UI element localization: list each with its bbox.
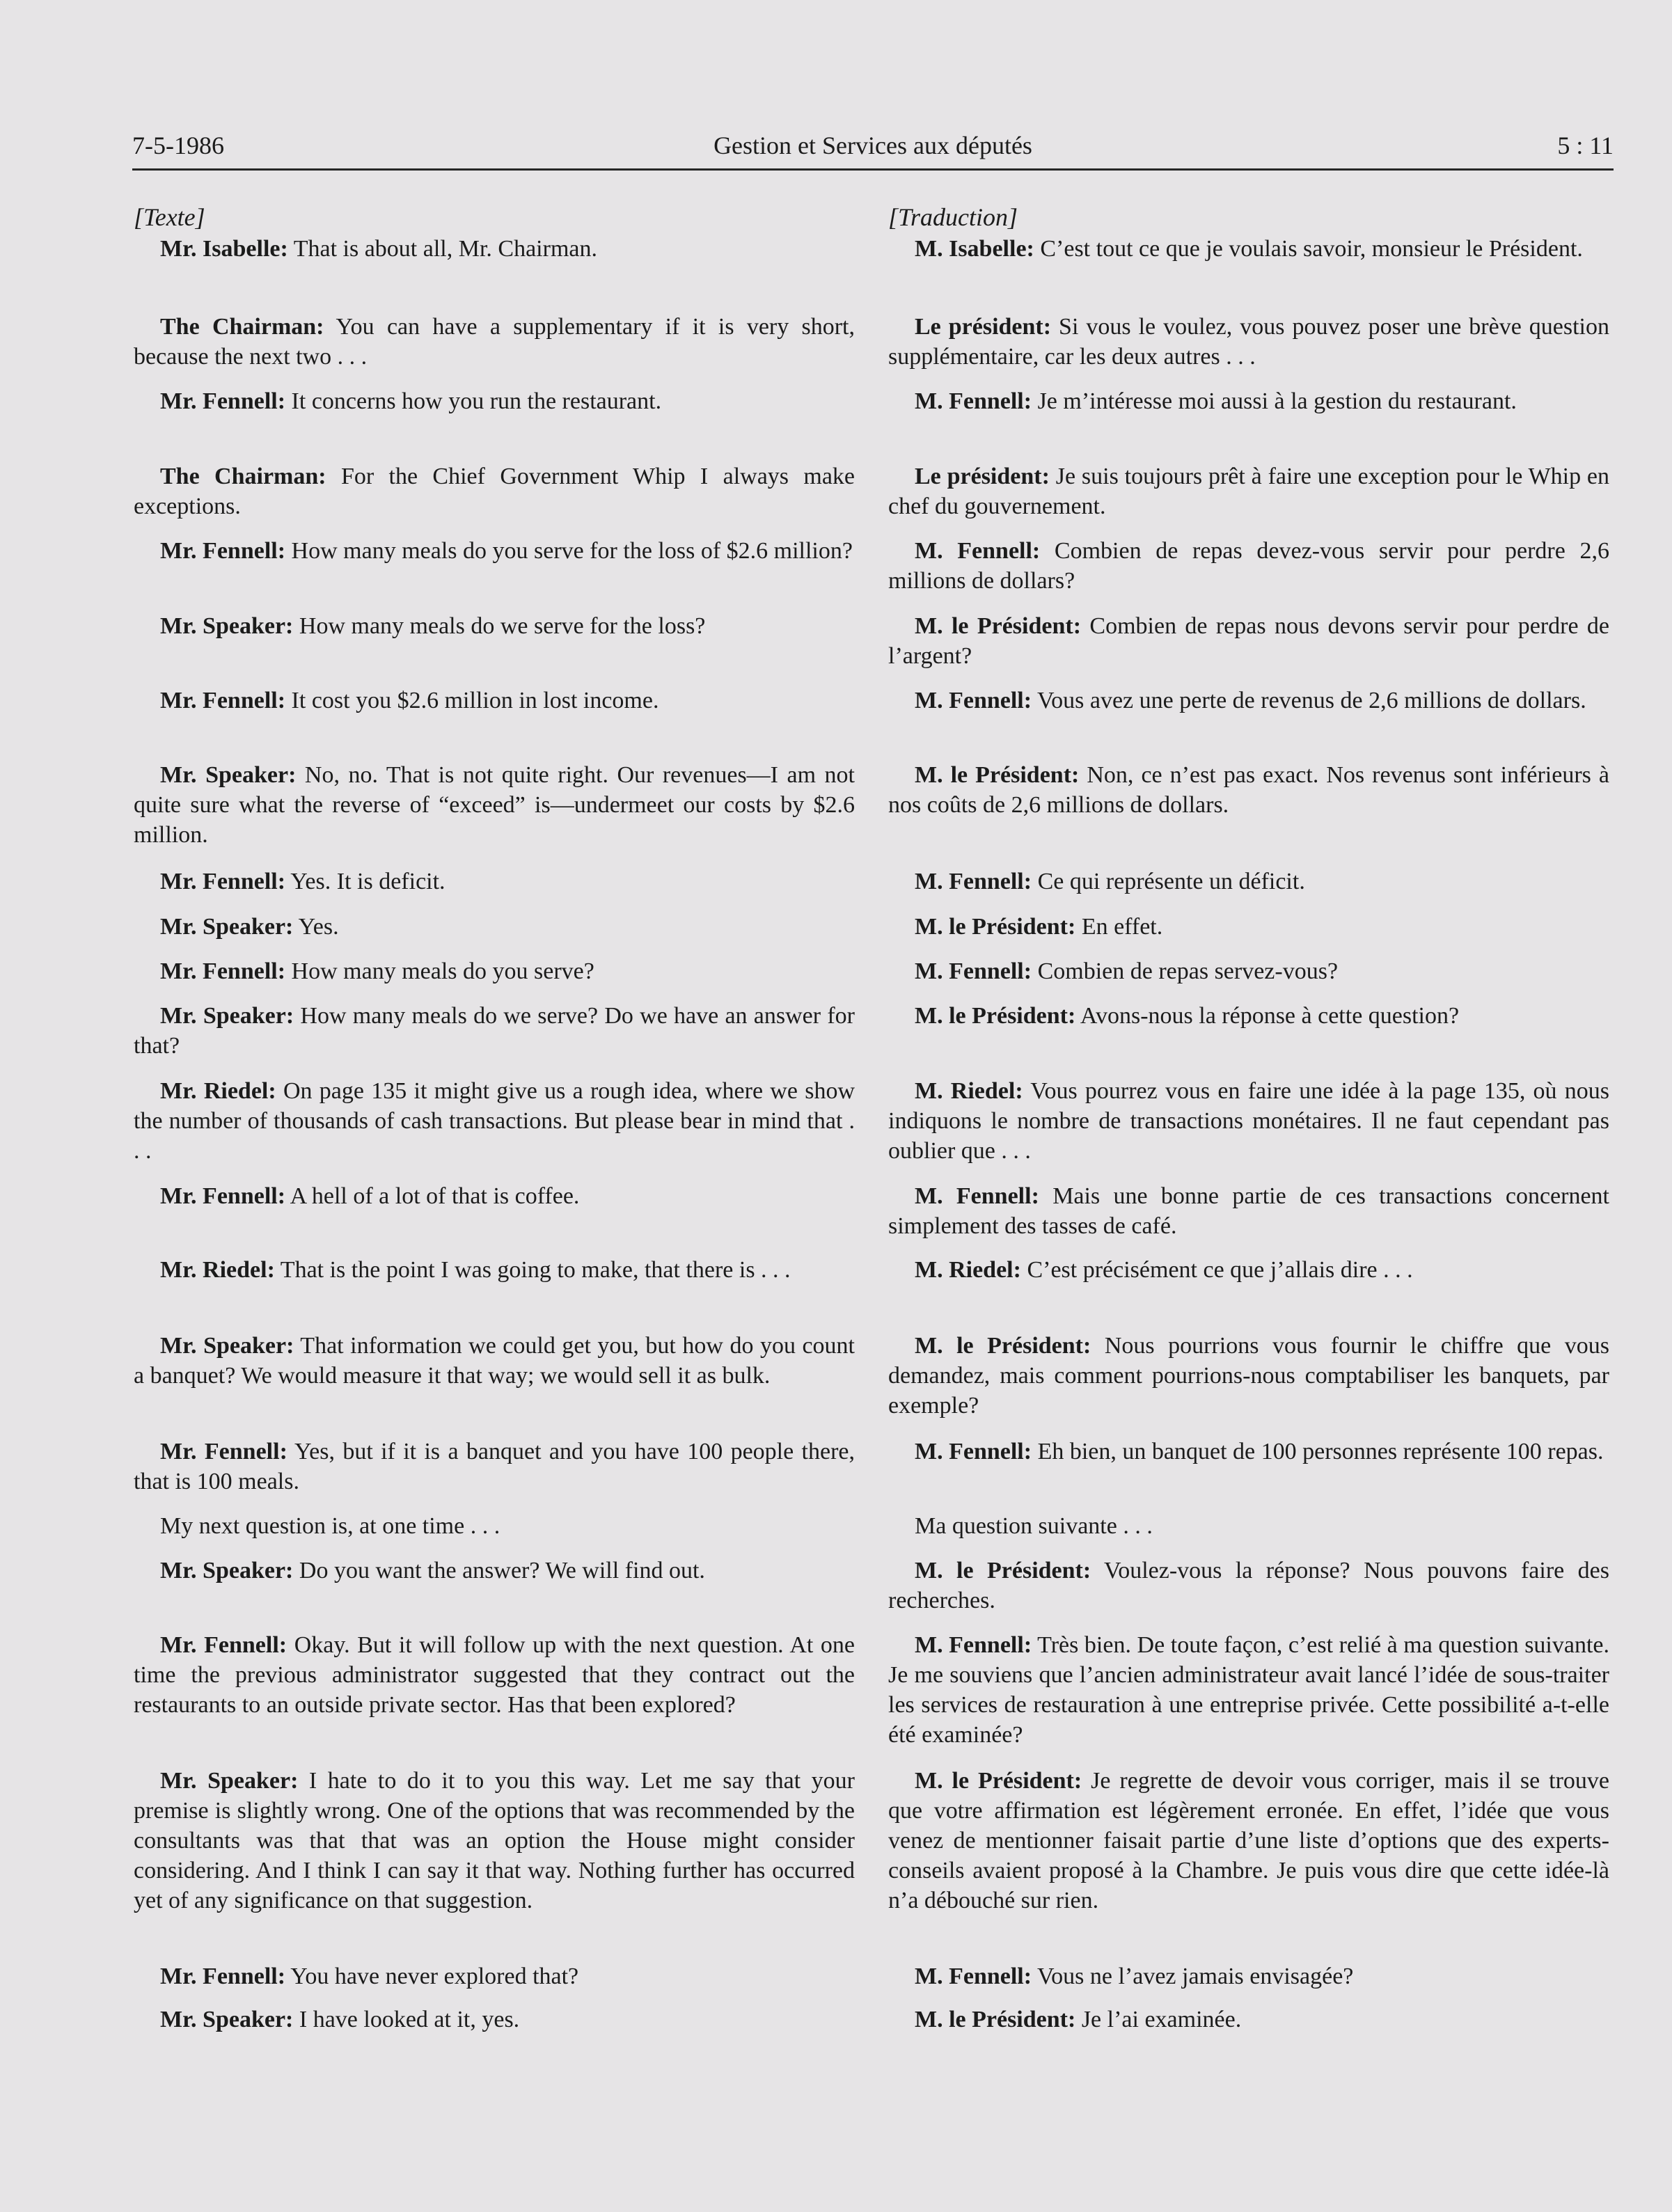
transcript-paragraph xyxy=(888,686,1609,716)
speech-text: It cost you $2.6 million in lost income. xyxy=(285,688,659,713)
transcript-paragraph xyxy=(888,1437,1609,1467)
speaker-name: M. le Président: xyxy=(915,1003,1076,1029)
speech-text: Je m’intéresse moi aussi à la gestion du restaurant. xyxy=(1032,388,1517,414)
header-page-number: 5 : 11 xyxy=(1557,132,1614,159)
speech-text: Je l’ai examinée. xyxy=(1075,2007,1242,2032)
speaker-name: Mr. Speaker: xyxy=(160,1768,299,1794)
speaker-name: Mr. Riedel: xyxy=(160,1257,275,1283)
speech-text: Yes. It is deficit. xyxy=(285,869,445,894)
transcript-paragraph xyxy=(134,234,855,264)
speech-text: How many meals do we serve for the loss? xyxy=(293,613,706,639)
transcript-paragraph xyxy=(134,686,855,716)
speech-text: En effet. xyxy=(1075,914,1163,940)
transcript-paragraph xyxy=(888,956,1609,986)
speaker-name: Mr. Fennell: xyxy=(160,1964,286,1989)
speech-text: Non, ce n’est pas exact. Nos revenus sont inférieurs à nos coûts de 2,6 millions de dollars. xyxy=(888,762,1609,818)
transcript-paragraph xyxy=(134,386,855,416)
speaker-name: M. le Président: xyxy=(915,914,1076,940)
transcript-paragraph xyxy=(888,760,1609,820)
speech-text: Très bien. De toute façon, c’est relié à ma question suivante. Je me souviens que l’ancien administrateur avait lancé l’idée de sous-traiter les services de restauration à une entreprise privée. Cette possibilité a-t-elle été examinée? xyxy=(888,1632,1610,1748)
speaker-name: Mr. Isabelle: xyxy=(160,236,288,262)
speaker-name: Mr. Fennell: xyxy=(160,1439,287,1464)
page-header xyxy=(132,125,1614,168)
transcript-paragraph xyxy=(888,912,1609,942)
transcript-paragraph xyxy=(134,1511,855,1541)
right-column-label: [Traduction] xyxy=(888,203,1018,231)
speech-text: A hell of a lot of that is coffee. xyxy=(285,1183,580,1209)
speaker-name: M. Fennell: xyxy=(915,869,1032,894)
transcript-paragraph xyxy=(134,1181,855,1211)
speech-text: I hate to do it to you this way. Let me say that your premise is slightly wrong. One of the options that was recommended by the consultants was that that was an option the House might consider considering. And I think I can say it that way. Nothing further has occurred yet of any significance on that suggestion. xyxy=(134,1768,855,1913)
speaker-name: M. le Président: xyxy=(915,1768,1082,1794)
speaker-name: Mr. Fennell: xyxy=(160,1183,286,1209)
transcript-paragraph xyxy=(134,760,855,850)
speaker-name: Mr. Speaker: xyxy=(160,762,297,788)
speaker-name: Mr. Speaker: xyxy=(160,1558,294,1583)
speaker-name: Mr. Fennell: xyxy=(160,388,286,414)
left-column-label: [Texte] xyxy=(134,203,205,231)
speech-text: Vous avez une perte de revenus de 2,6 millions de dollars. xyxy=(1032,688,1586,713)
speech-text: C’est précisément ce que j’allais dire . . . xyxy=(1020,1257,1413,1283)
speaker-name: Mr. Riedel: xyxy=(160,1078,276,1104)
speaker-name: Le président: xyxy=(915,314,1052,340)
speaker-name: M. le Président: xyxy=(915,762,1080,788)
speaker-name: M. le Président: xyxy=(915,613,1082,639)
transcript-paragraph xyxy=(134,536,855,566)
transcript-paragraph xyxy=(888,1331,1609,1421)
transcript-paragraph xyxy=(888,1076,1609,1166)
transcript-paragraph xyxy=(888,867,1609,896)
transcript-paragraph xyxy=(888,536,1609,596)
speaker-name: Le président: xyxy=(915,464,1050,489)
speaker-name: Mr. Speaker: xyxy=(160,2007,294,2032)
speech-text: Yes. xyxy=(293,914,339,940)
transcript-paragraph xyxy=(888,386,1609,416)
transcript-paragraph xyxy=(888,312,1609,372)
speech-text: It concerns how you run the restaurant. xyxy=(285,388,662,414)
transcript-paragraph xyxy=(134,867,855,896)
speaker-name: The Chairman: xyxy=(160,314,324,340)
transcript-paragraph xyxy=(134,2005,855,2035)
speaker-name: Mr. Speaker: xyxy=(160,1003,294,1029)
speech-text: Mais une bonne partie de ces transactions concernent simplement des tasses de café. xyxy=(888,1183,1609,1239)
transcript-paragraph xyxy=(134,912,855,942)
speech-text: Eh bien, un banquet de 100 personnes représente 100 repas. xyxy=(1032,1439,1604,1464)
transcript-paragraph xyxy=(134,1076,855,1166)
transcript-paragraph xyxy=(888,1181,1609,1241)
speaker-name: M. Fennell: xyxy=(915,1632,1032,1658)
speech-text: Combien de repas devez-vous servir pour perdre 2,6 millions de dollars? xyxy=(888,538,1609,594)
transcript-paragraph xyxy=(134,1437,855,1496)
speech-text: Combien de repas servez-vous? xyxy=(1032,958,1339,984)
speech-text: Je suis toujours prêt à faire une exception pour le Whip en chef du gouvernement. xyxy=(888,464,1610,519)
speech-text: Ce qui représente un déficit. xyxy=(1032,869,1305,894)
speech-text: How many meals do you serve? xyxy=(285,958,594,984)
speaker-name: Mr. Speaker: xyxy=(160,1333,294,1359)
transcript-paragraph xyxy=(888,234,1609,264)
transcript-paragraph xyxy=(888,1630,1609,1750)
transcript-paragraph xyxy=(134,1961,855,1991)
transcript-paragraph xyxy=(134,611,855,641)
transcript-paragraph xyxy=(888,2005,1609,2035)
header-rule xyxy=(132,168,1614,171)
speech-text: C’est tout ce que je voulais savoir, monsieur le Président. xyxy=(1034,236,1583,262)
speaker-name: M. Fennell: xyxy=(915,538,1041,564)
transcript-paragraph xyxy=(134,956,855,986)
transcript-paragraph xyxy=(134,1331,855,1391)
speech-text: My next question is, at one time . . . xyxy=(160,1513,500,1539)
speech-text: Okay. But it will follow up with the next question. At one time the previous administrator suggested that they contract out the restaurants to an outside private sector. Has that been explored? xyxy=(134,1632,855,1718)
transcript-paragraph xyxy=(134,1001,855,1061)
speaker-name: M. Fennell: xyxy=(915,958,1032,984)
transcript-paragraph xyxy=(888,1511,1609,1541)
speech-text: On page 135 it might give us a rough idea, where we show the number of thousands of cash transactions. But please bear in mind that . . . xyxy=(134,1078,855,1164)
speech-text: Avons-nous la réponse à cette question? xyxy=(1075,1003,1460,1029)
speaker-name: M. le Président: xyxy=(915,1558,1091,1583)
transcript-paragraph xyxy=(888,1255,1609,1285)
header-date: 7-5-1986 xyxy=(132,132,224,159)
speaker-name: M. Fennell: xyxy=(915,1439,1032,1464)
header-title: Gestion et Services aux députés xyxy=(713,132,1032,159)
speaker-name: M. Fennell: xyxy=(915,1183,1039,1209)
speech-text: You can have a supplementary if it is very short, because the next two . . . xyxy=(134,314,855,370)
speaker-name: The Chairman: xyxy=(160,464,326,489)
transcript-paragraph xyxy=(134,461,855,521)
speaker-name: M. Fennell: xyxy=(915,388,1032,414)
transcript-paragraph xyxy=(888,1961,1609,1991)
speaker-name: Mr. Speaker: xyxy=(160,613,294,639)
speech-text: That information we could get you, but how do you count a banquet? We would measure it that way; we would sell it as bulk. xyxy=(134,1333,855,1389)
speech-text: Vous pourrez vous en faire une idée à la page 135, où nous indiquons le nombre de transactions monétaires. Il ne faut cependant pas oublier que . . . xyxy=(888,1078,1609,1164)
transcript-paragraph xyxy=(134,312,855,372)
speech-text: No, no. That is not quite right. Our revenues—I am not quite sure what the reverse of “exceed” is—undermeet our costs by $2.6 million. xyxy=(134,762,855,848)
speech-text: Nous pourrions vous fournir le chiffre que vous demandez, mais comment pourrions-nous comptabiliser les banquets, par exemple? xyxy=(888,1333,1610,1419)
speaker-name: Mr. Fennell: xyxy=(160,538,286,564)
transcript-paragraph xyxy=(134,1630,855,1720)
transcript-paragraph xyxy=(888,1766,1609,1915)
speech-text: That is the point I was going to make, that there is . . . xyxy=(274,1257,791,1283)
speaker-name: M. Fennell: xyxy=(915,688,1032,713)
speaker-name: Mr. Fennell: xyxy=(160,1632,287,1658)
transcript-paragraph xyxy=(134,1556,855,1586)
speech-text: How many meals do we serve? Do we have an answer for that? xyxy=(134,1003,855,1059)
speech-text: Je regrette de devoir vous corriger, mais il se trouve que votre affirmation est légèrement erronée. En effet, l’idée que vous venez de mentionner faisait partie d’une liste d’options que des experts-conseils avaient proposé à la Chambre. Je puis vous dire que cette idée-là n’a débouché sur rien. xyxy=(888,1768,1609,1913)
right-column xyxy=(888,202,1610,2032)
speech-text: Voulez-vous la réponse? Nous pouvons faire des recherches. xyxy=(888,1558,1610,1613)
speech-text: Si vous le voulez, vous pouvez poser une brève question supplémentaire, car les deux autres . . . xyxy=(888,314,1609,370)
transcript-paragraph xyxy=(888,611,1609,671)
speaker-name: Mr. Fennell: xyxy=(160,688,286,713)
speaker-name: Mr. Fennell: xyxy=(160,958,286,984)
speaker-name: Mr. Fennell: xyxy=(160,869,286,894)
speech-text: Vous ne l’avez jamais envisagée? xyxy=(1032,1964,1354,1989)
speaker-name: M. Riedel: xyxy=(915,1078,1023,1104)
speech-text: How many meals do you serve for the loss of $2.6 million? xyxy=(285,538,853,564)
speaker-name: M. Riedel: xyxy=(915,1257,1021,1283)
transcript-paragraph xyxy=(888,1556,1609,1615)
speech-text: Combien de repas nous devons servir pour perdre de l’argent? xyxy=(888,613,1610,669)
transcript-paragraph xyxy=(888,1001,1609,1031)
transcript-paragraph xyxy=(888,461,1609,521)
speech-text: Do you want the answer? We will find out. xyxy=(293,1558,705,1583)
speaker-name: M. Isabelle: xyxy=(915,236,1034,262)
speech-text: You have never explored that? xyxy=(285,1964,579,1989)
speaker-name: M. le Président: xyxy=(915,1333,1091,1359)
speech-text: I have looked at it, yes. xyxy=(293,2007,520,2032)
speaker-name: Mr. Speaker: xyxy=(160,914,294,940)
speaker-name: M. le Président: xyxy=(915,2007,1076,2032)
transcript-paragraph xyxy=(134,1766,855,1915)
left-column xyxy=(134,202,855,2032)
speech-text: For the Chief Government Whip I always make exceptions. xyxy=(134,464,855,519)
speech-text: Yes, but if it is a banquet and you have 100 people there, that is 100 meals. xyxy=(134,1439,855,1494)
transcript-paragraph xyxy=(134,1255,855,1285)
speaker-name: M. Fennell: xyxy=(915,1964,1032,1989)
speech-text: Ma question suivante . . . xyxy=(915,1513,1153,1539)
speech-text: That is about all, Mr. Chairman. xyxy=(287,236,597,262)
